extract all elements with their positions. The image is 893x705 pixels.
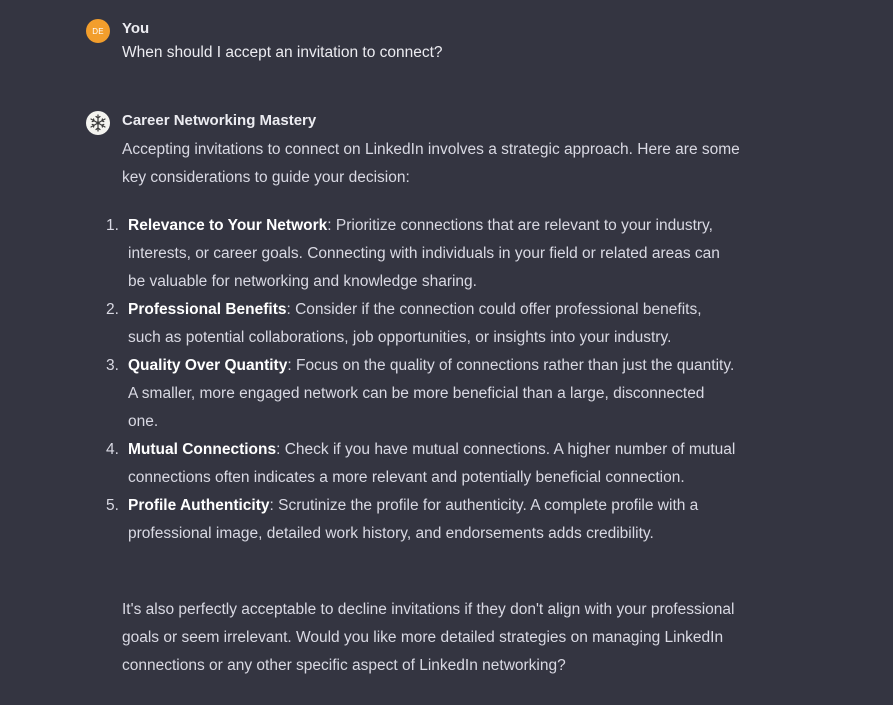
list-item <box>98 212 738 296</box>
user-message-text: When should I accept an invitation to connect? <box>122 44 443 61</box>
list-item <box>98 436 738 492</box>
list-number: 5. <box>106 497 119 514</box>
list-item-text: : Focus on the quality of connections rather than just the quantity. A smaller, more engaged network can be more beneficial than a large, disconnected one. <box>128 357 735 430</box>
list-item-text: : Check if you have mutual connections. A higher number of mutual connections often indicates a more relevant and potentially beneficial connection. <box>128 441 736 486</box>
list-item-title: Mutual Connections <box>128 441 277 458</box>
considerations-list <box>98 212 738 548</box>
list-item <box>98 352 738 436</box>
list-number: 3. <box>106 357 119 374</box>
list-item-text: : Consider if the connection could offer professional benefits, such as potential collaborations, job opportunities, or insights into your industry. <box>128 301 702 346</box>
user-avatar-initials: DE <box>92 26 104 36</box>
list-number: 2. <box>106 301 119 318</box>
assistant-avatar <box>86 111 110 135</box>
list-number: 4. <box>106 441 119 458</box>
list-item-title: Professional Benefits <box>128 301 287 318</box>
assistant-outro: It's also perfectly acceptable to decline invitations if they don't align with your professional goals or seem irrelevant. Would you like more detailed strategies on managing LinkedIn connections or any other specific aspect of LinkedIn networking? <box>122 601 735 674</box>
snowflake-logo-icon <box>86 111 110 135</box>
assistant-author-name: Career Networking Mastery <box>122 112 317 129</box>
list-item <box>98 296 738 352</box>
list-item-text: : Prioritize connections that are relevant to your industry, interests, or career goals. Connecting with individuals in your field or related areas can be valuable for networking and knowledge sharing. <box>128 217 720 290</box>
assistant-intro: Accepting invitations to connect on LinkedIn involves a strategic approach. Here are some key considerations to guide your decision: <box>122 141 740 186</box>
list-item-title: Profile Authenticity <box>128 497 270 514</box>
list-number: 1. <box>106 217 119 234</box>
list-item-title: Relevance to Your Network <box>128 217 328 234</box>
user-avatar <box>86 19 110 43</box>
list-item <box>98 492 738 548</box>
user-author-name: You <box>122 20 150 37</box>
list-item-text: : Scrutinize the profile for authenticity. A complete profile with a professional image, detailed work history, and endorsements adds credibility. <box>128 497 699 542</box>
list-item-title: Quality Over Quantity <box>128 357 288 374</box>
